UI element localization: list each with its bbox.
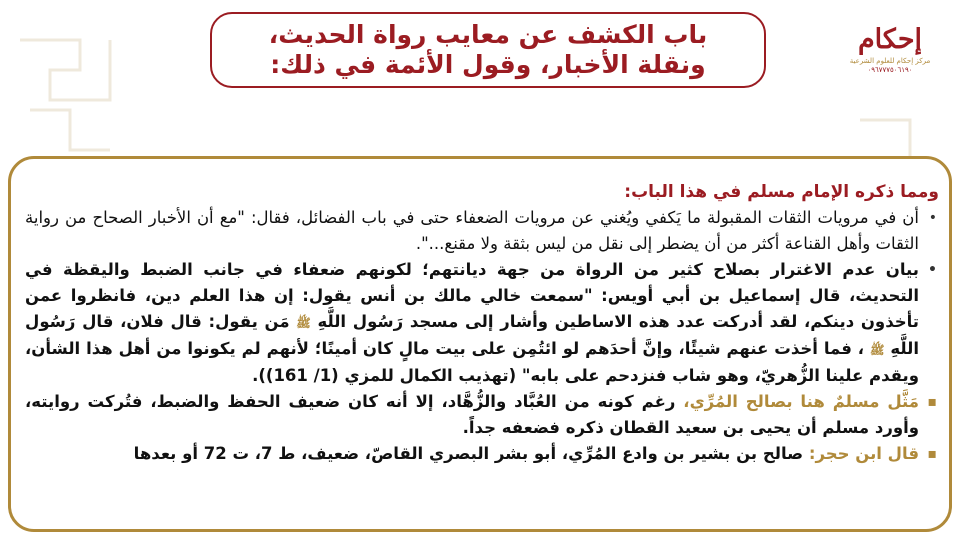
- bullet-icon: •: [928, 262, 937, 278]
- bullet-icon: ▪: [927, 394, 937, 410]
- salawat-glyph: ﷺ: [296, 316, 311, 330]
- bullet-icon: ▪: [927, 446, 937, 462]
- title-line-1: باب الكشف عن معايب رواة الحديث،: [268, 20, 708, 49]
- logo-subtitle: مركز إحكام للعلوم الشرعية: [849, 57, 931, 65]
- content-list: [25, 205, 939, 467]
- list-item: [25, 257, 939, 389]
- salawat-glyph: ﷺ: [870, 343, 885, 357]
- bullet-icon: •: [928, 210, 937, 226]
- item-text: ، فما أخذت عنهم شيئًا، وإنَّ أحدَهم لو ائتُمِن على بيت مالٍ كان أمينًا؛ لأنهم لم يكونوا من أهل هذا الشأن، ويقدم علينا الزُّهريّ، وهو شاب فنزدحم على بابه" (تهذيب الكمال للمزي (1/ 161)).: [25, 339, 919, 385]
- item-text: رغم كونه من العُبَّاد والزُّهَّاد، إلا أنه كان ضعيف الحفظ والضبط، فتُركت روايته، وأورد مسلم أن يحيى بن سعيد القطان ذكره فضعفه جداً.: [25, 392, 919, 437]
- logo-wordmark: إحكام: [857, 24, 923, 55]
- title-box: [210, 12, 766, 88]
- logo: [840, 24, 940, 90]
- item-text: صالح بن بشير بن وادع المُرِّي، أبو بشر البصري القاصّ، ضعيف، ط 7، ت 72 أو بعدها: [133, 444, 804, 463]
- title-line-2: ونقلة الأخبار، وقول الأئمة في ذلك:: [270, 50, 706, 79]
- content-box: [8, 156, 952, 532]
- item-text: بيان عدم الاغترار بصلاح كثير من الرواة من جهة ديانتهم؛ لكونهم ضعفاء في جانب الضبط واليقظة في التحديث، قال إسماعيل بن أبي أويس: "سمعت خالي مالك بن أنس يقول: إن هذا العلم دين، فانظروا عمن تأخذون دينكم، لقد أدركت عدد هذه الاساطين وأشار إلى مسجد رَسُول اللَّهِ: [25, 260, 920, 331]
- list-item: [25, 441, 939, 467]
- logo-phone: ٠٩٦٧٧٧٥٠٦١٩٠: [867, 66, 913, 74]
- item-text: أن في مرويات الثقات المقبولة ما يَكفي ويُغني عن مرويات الضعفاء حتى في باب الفضائل، فقال: "مع أن الأخبار الصحاح من رواية الثقات وأهل القناعة أكثر من أن يضطر إلى نقل من ليس بثقة ولا مقنع...".: [25, 208, 919, 253]
- list-item: [25, 389, 939, 441]
- section-heading: ومما ذكره الإمام مسلم في هذا الباب:: [624, 182, 939, 202]
- list-item: [25, 205, 939, 257]
- item-label: مَثَّل مسلمٌ هنا بصالح المُرِّي،: [683, 392, 920, 411]
- item-text: مَن يقول: قال فلان، قال رَسُول اللَّهِ: [25, 312, 920, 358]
- item-label: قال ابن حجر:: [808, 444, 919, 463]
